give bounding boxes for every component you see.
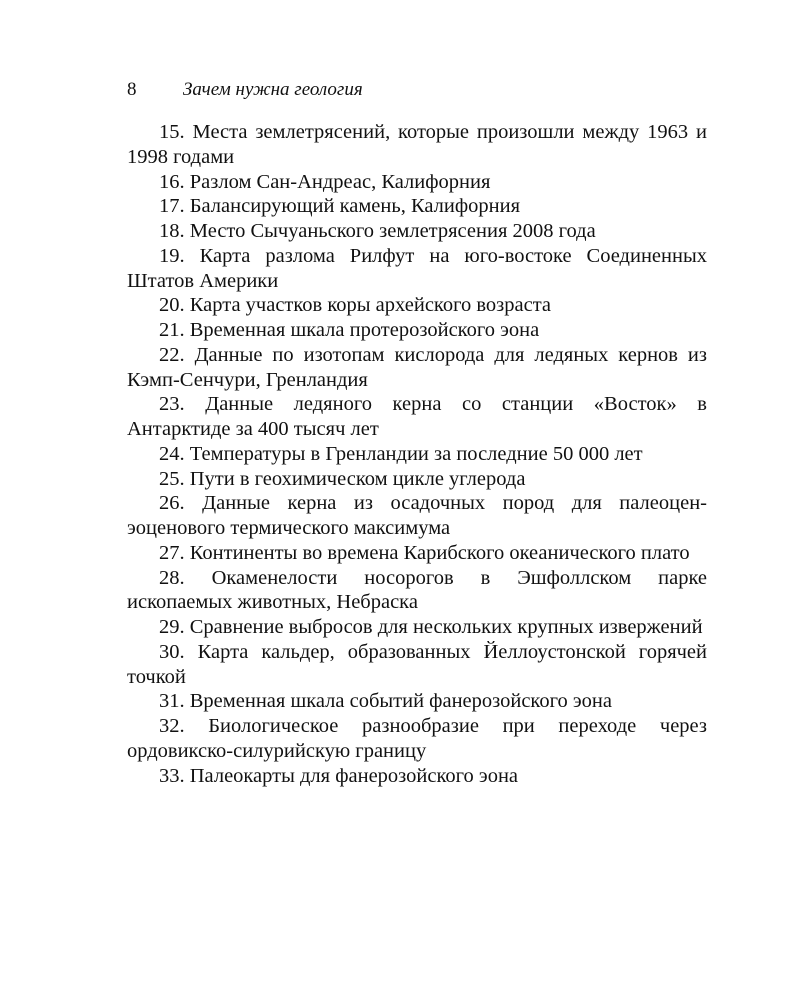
- list-item-text: 23. Данные ледяного керна со станции «Восток» в Антарктиде за 400 тысяч лет: [127, 393, 707, 440]
- list-item: [127, 343, 707, 393]
- list-item: [127, 244, 707, 294]
- list-item: [127, 764, 707, 789]
- illustration-list: [127, 120, 707, 788]
- list-item-text: 25. Пути в геохимическом цикле углерода: [159, 467, 526, 490]
- list-item-text: 17. Балансирующий камень, Калифорния: [159, 195, 520, 218]
- list-item: [127, 120, 707, 170]
- list-item-text: 27. Континенты во времена Карибского океанического плато: [159, 541, 690, 564]
- book-title: Зачем нужна геология: [183, 79, 363, 100]
- list-item-text: 28. Окаменелости носорогов в Эшфоллском парке ископаемых животных, Небраска: [127, 566, 707, 614]
- list-item-text: 20. Карта участков коры архейского возраста: [159, 294, 552, 317]
- page-number: 8: [127, 79, 137, 100]
- list-item: [127, 615, 707, 640]
- list-item: [127, 491, 707, 541]
- list-item: [127, 566, 707, 616]
- list-item-text: 26. Данные керна из осадочных пород для палеоцен-эоценового термического максимума: [127, 492, 707, 539]
- list-item: [127, 689, 707, 714]
- list-item-text: 32. Биологическое разнообразие при переходе через ордовикско-силурийскую границу: [127, 715, 707, 762]
- list-item: [127, 392, 707, 442]
- running-head: [127, 76, 707, 104]
- list-item-text: 30. Карта кальдер, образованных Йеллоустонской горячей точкой: [127, 640, 707, 688]
- list-item-text: 15. Места землетрясений, которые произошли между 1963 и 1998 годами: [127, 121, 707, 168]
- list-item: [127, 170, 707, 195]
- list-item-text: 19. Карта разлома Рилфут на юго-востоке Соединенных Штатов Америки: [127, 244, 707, 292]
- list-item: [127, 219, 707, 244]
- list-item-text: 29. Сравнение выбросов для нескольких крупных извержений: [159, 616, 703, 638]
- list-item-text: 33. Палеокарты для фанерозойского эона: [159, 764, 519, 787]
- list-item-text: 16. Разлом Сан-Андреас, Калифорния: [159, 170, 491, 193]
- list-item: [127, 640, 707, 690]
- list-item-text: 22. Данные по изотопам кислорода для ледяных кернов из Кэмп-Сенчури, Гренландия: [127, 343, 707, 391]
- list-item-text: 31. Временная шкала событий фанерозойского эона: [159, 690, 612, 713]
- list-item: [127, 194, 707, 219]
- list-item-text: 21. Временная шкала протерозойского эона: [159, 319, 540, 341]
- list-item-text: 18. Место Сычуаньского землетрясения 2008 года: [159, 220, 596, 242]
- list-item-text: 24. Температуры в Гренландии за последние 50 000 лет: [159, 442, 643, 465]
- list-item: [127, 541, 707, 566]
- list-item: [127, 318, 707, 343]
- list-item: [127, 467, 707, 492]
- list-item: [127, 442, 707, 467]
- list-item: [127, 293, 707, 318]
- list-item: [127, 714, 707, 764]
